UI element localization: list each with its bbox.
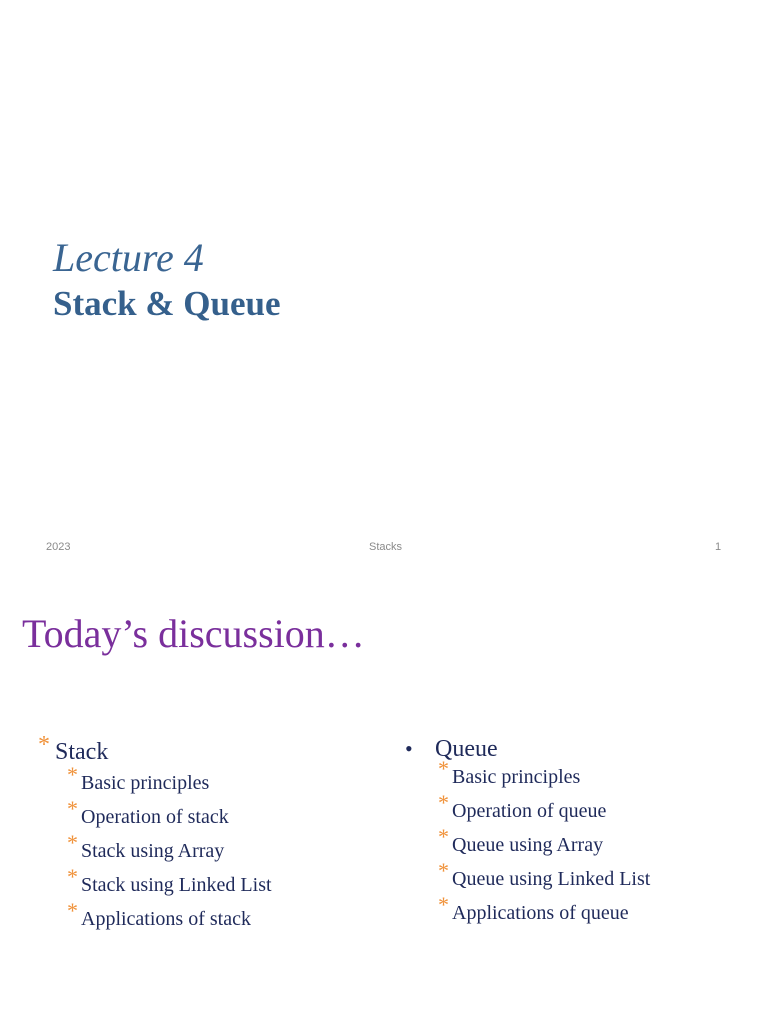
asterisk-bullet-icon: * xyxy=(67,796,78,821)
list-item xyxy=(67,864,272,902)
list-item-label: Basic principles xyxy=(452,766,581,788)
list-item xyxy=(438,790,650,828)
list-item-label: Basic principles xyxy=(81,772,210,794)
asterisk-bullet-icon: * xyxy=(67,898,78,923)
list-item xyxy=(67,796,272,834)
queue-column xyxy=(405,734,650,930)
list-item-label: Queue using Array xyxy=(452,834,604,856)
asterisk-bullet-icon: * xyxy=(438,756,449,781)
list-item-label: Applications of stack xyxy=(81,908,251,930)
list-item xyxy=(438,824,650,862)
list-item-label: Applications of queue xyxy=(452,902,629,924)
lecture-subtitle: Stack & Queue xyxy=(53,284,281,323)
slide-2-title: Today’s discussion… xyxy=(22,611,365,656)
footer-date: 2023 xyxy=(46,541,71,553)
list-item xyxy=(67,898,272,936)
stack-column xyxy=(38,734,272,936)
asterisk-bullet-icon: * xyxy=(438,858,449,883)
asterisk-bullet-icon: * xyxy=(67,864,78,889)
asterisk-bullet-icon: * xyxy=(438,824,449,849)
list-item-label: Stack using Array xyxy=(81,840,225,862)
footer-page-number: 1 xyxy=(715,541,722,553)
list-item xyxy=(438,756,650,794)
lecture-title: Lecture 4 xyxy=(53,235,204,280)
footer-topic: Stacks xyxy=(369,541,403,553)
list-item-label: Stack using Linked List xyxy=(81,874,272,896)
list-item-label: Queue using Linked List xyxy=(452,868,651,890)
list-item-label: Operation of stack xyxy=(81,806,229,828)
round-bullet-icon: • xyxy=(405,736,413,761)
list-item xyxy=(438,858,651,896)
queue-heading: Queue xyxy=(435,736,498,762)
stack-heading: Stack xyxy=(55,739,109,765)
asterisk-bullet-icon: * xyxy=(38,732,50,758)
asterisk-bullet-icon: * xyxy=(438,892,449,917)
asterisk-bullet-icon: * xyxy=(438,790,449,815)
list-item xyxy=(67,830,272,868)
asterisk-bullet-icon: * xyxy=(67,762,78,787)
list-item-label: Operation of queue xyxy=(452,800,607,822)
queue-topic-list xyxy=(438,756,651,930)
stack-topic-list xyxy=(67,762,272,936)
list-item xyxy=(67,762,272,800)
asterisk-bullet-icon: * xyxy=(67,830,78,855)
list-item xyxy=(438,892,650,930)
